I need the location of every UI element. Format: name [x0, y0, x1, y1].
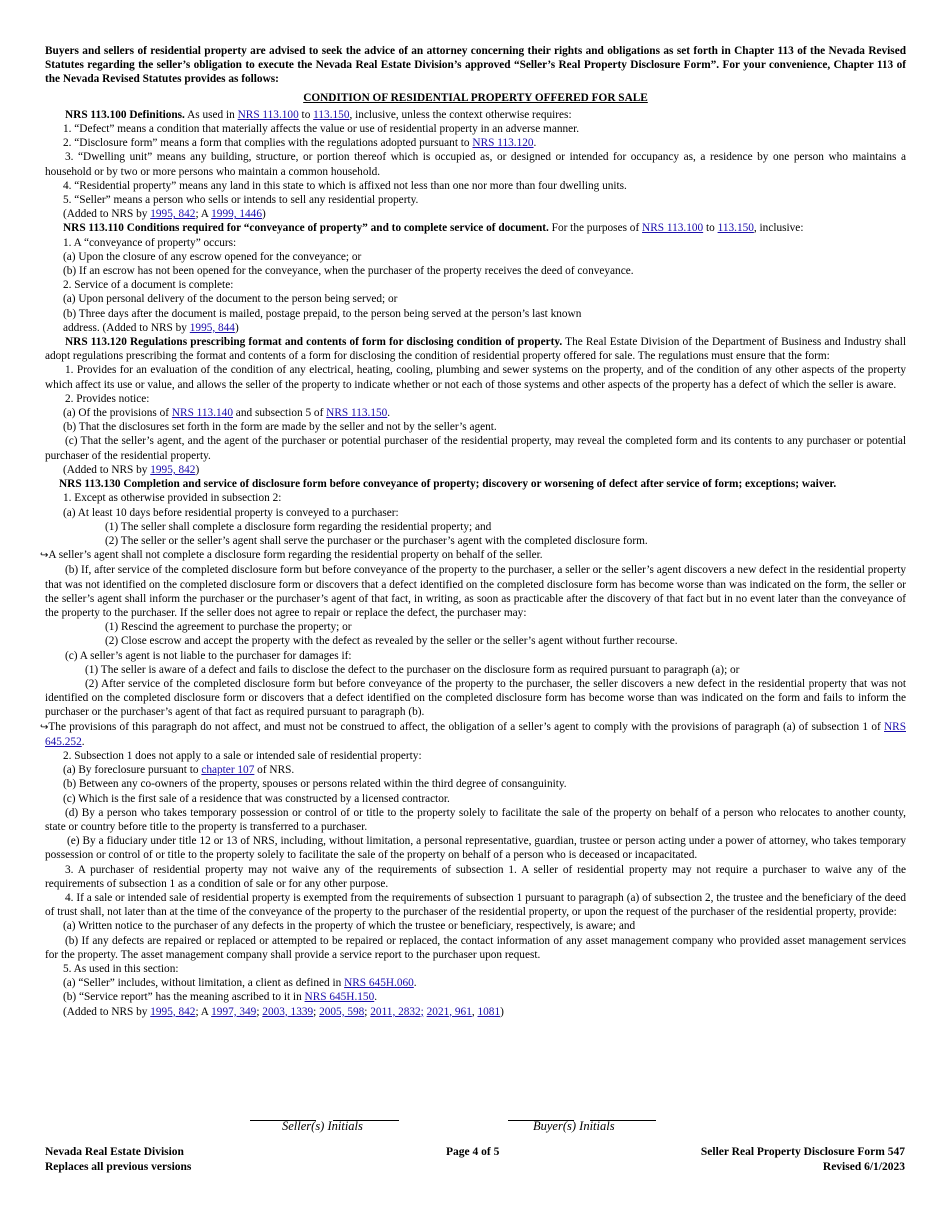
link-nrs-113-140[interactable]: NRS 113.140 [171, 407, 233, 420]
link-1995-842[interactable]: 1995, 842 [150, 463, 196, 476]
item-130-2c: (c) Which is the first sale of a residence that was constructed by a licensed contractor. [63, 792, 450, 805]
history-113-100: (Added to NRS by 1995, 842; A 1999, 1446) [63, 208, 266, 221]
item-120-2c: (c) That the seller’s agent, and the agent of the purchaser or potential purchaser of the residential property, may reveal the completed form and its contents to any purchaser or potential purchaser of the residential property. [45, 435, 906, 462]
item-130-1: 1. Except as otherwise provided in subsection 2: [63, 492, 282, 505]
def-4: 4. “Residential property” means any land in this state to which is affixed not less than one nor more than four dwelling units. [63, 179, 627, 192]
item-130-2d: (d) By a person who takes temporary possession or control of or title to the property solely to facilitate the sale of the property on behalf of a person who relocates to another county, state or country before title to the property is transferred to a purchaser. [45, 806, 906, 833]
hook-arrow-icon: ↪ [40, 550, 49, 562]
item-130-2a: (a) By foreclosure pursuant to chapter 107 of NRS. [63, 764, 295, 777]
link-1081[interactable]: 1081 [477, 1005, 501, 1018]
def-5: 5. “Seller” means a person who sells or intends to sell any residential property. [63, 194, 419, 207]
def-3: 3. “Dwelling unit” means any building, structure, or portion thereof which is occupied as, or designed or intended for occupancy as, a residence by one person who maintains a household or by two or more persons who maintain a common household. [45, 151, 906, 178]
link-2003-1339[interactable]: 2003, 1339 [262, 1005, 314, 1018]
link-nrs-645h-060[interactable]: NRS 645H.060 [344, 977, 414, 990]
link-113-150[interactable]: 113.150 [717, 222, 754, 235]
link-nrs-113-100[interactable]: NRS 113.100 [642, 222, 704, 235]
nrs-113-110: NRS 113.110 Conditions required for “conveyance of property” and to complete service of document. For the purposes of NRS 113.100 to 113.150, inclusive: [63, 222, 804, 235]
item-130-5a: (a) “Seller” includes, without limitation, a client as defined in NRS 645H.060. [63, 977, 417, 990]
page-number: Page 4 of 5 [446, 1146, 500, 1158]
link-113-150[interactable]: 113.150 [313, 108, 350, 121]
item-130-2e: (e) By a fiduciary under title 12 or 13 of NRS, including, without limitation, a personal representative, guardian, trustee or person acting under a power of attorney, who takes temporary possession or control of or title to the property solely to facilitate the sale of the property on behalf of a person who is deceased or incapacitated. [45, 835, 906, 862]
section-heading: CONDITION OF RESIDENTIAL PROPERTY OFFERED FOR SALE [303, 91, 648, 104]
footer-replaces: Replaces all previous versions [45, 1160, 192, 1173]
footer-right [701, 1145, 905, 1174]
hook-arrow-icon: ↪ [40, 721, 49, 733]
item-130-1b1: (1) Rescind the agreement to purchase the property; or [105, 621, 352, 634]
footer-left [45, 1145, 191, 1174]
item-130-1a2: (2) The seller or the seller’s agent shall serve the purchaser or the purchaser’s agent with the completed disclosure form. [105, 534, 648, 547]
note-130-1c: ↪The provisions of this paragraph do not affect, and must not be construed to affect, the obligation of a seller’s agent to comply with the provisions of paragraph (a) of subsection 1 of NRS 645.252. [40, 720, 906, 748]
item-130-1c1: (1) The seller is aware of a defect and fails to disclose the defect to the purchaser on the disclosure form as required pursuant to paragraph (a); or [85, 663, 740, 676]
link-chapter-107[interactable]: chapter 107 [201, 764, 255, 777]
item-110-1: 1. A “conveyance of property” occurs: [63, 236, 237, 249]
item-130-4b: (b) If any defects are repaired or replaced or attempted to be repaired or replaced, the contact information of any asset management company who provided asset management services for the property. The asset management company shall provide a service report to the purchaser upon request. [45, 934, 906, 961]
link-1997-349[interactable]: 1997, 349 [211, 1005, 257, 1018]
link-2021-961[interactable]: 2021, 961 [426, 1005, 472, 1018]
seller-initials-label: Seller(s) Initials [282, 1119, 363, 1133]
def-2: 2. “Disclosure form” means a form that complies with the regulations adopted pursuant to NRS 113.120. [63, 137, 537, 150]
link-nrs-113-120[interactable]: NRS 113.120 [472, 137, 534, 150]
link-2011-2832[interactable]: 2011, 2832; [370, 1005, 424, 1018]
item-110-2b: (b) Three days after the document is mailed, postage prepaid, to the person being served at the person’s last known [63, 307, 582, 320]
link-nrs-113-150[interactable]: NRS 113.150 [326, 407, 388, 420]
nrs-113-120: NRS 113.120 Regulations prescribing format and contents of form for disclosing condition of property. The Real Estate Division of the Department of Business and Industry shall adopt regulations prescribing the format and contents of a form for disclosing the condition of residential property offered for sale. The regulations must ensure that the form: [45, 336, 906, 363]
intro-paragraph: Buyers and sellers of residential property are advised to seek the advice of an attorney concerning their rights and obligations as set forth in Chapter 113 of the Nevada Revised Statutes regarding the seller’s obligation to execute the Nevada Real Estate Division’s approved “Seller’s Real Property Disclosure Form”. For your convenience, Chapter 113 of the Nevada Revised Statutes provides as follows: [45, 45, 906, 86]
history-113-120: (Added to NRS by 1995, 842) [63, 463, 200, 476]
item-120-1: 1. Provides for an evaluation of the condition of any electrical, heating, cooling, plumbing and sewer systems on the property, and of the condition of any other aspects of the property which affect its use or value, and allows the seller of the property to indicate whether or not each of those systems and other aspects of the property has a defect of which the seller is aware. [45, 364, 906, 391]
def-1: 1. “Defect” means a condition that materially affects the value or use of residential property in an adverse manner. [63, 123, 580, 136]
link-1995-842[interactable]: 1995, 842 [150, 1005, 196, 1018]
history-113-110: address. (Added to NRS by 1995, 844) [63, 321, 239, 334]
item-130-5: 5. As used in this section: [63, 963, 179, 975]
item-130-1a: (a) At least 10 days before residential property is conveyed to a purchaser: [63, 506, 399, 519]
history-113-130: (Added to NRS by 1995, 842; A 1997, 349; 2003, 1339; 2005, 598; 2011, 2832; 2021, 961, 1081) [63, 1005, 504, 1018]
link-nrs-645-252[interactable]: NRS 645.252 [45, 720, 906, 748]
footer-agency: Nevada Real Estate Division [45, 1146, 184, 1158]
item-130-1a1: (1) The seller shall complete a disclosure form regarding the residential property; and [105, 520, 492, 533]
link-1995-844[interactable]: 1995, 844 [189, 321, 235, 334]
item-130-4a: (a) Written notice to the purchaser of any defects in the property of which the trustee or beneficiary, respectively, is aware; and [63, 920, 636, 933]
note-130-1a: ↪A seller’s agent shall not complete a disclosure form regarding the residential property on behalf of the seller. [40, 549, 543, 562]
nrs-113-100: NRS 113.100 Definitions. As used in NRS 113.100 to 113.150, inclusive, unless the context otherwise requires: [65, 108, 572, 121]
item-130-1c2: (2) After service of the completed disclosure form but before conveyance of the property to the purchaser, the seller discovers a new defect in the residential property that was not identified on the completed disclosure form or discovers that a defect identified on the completed disclosure form has become worse than was indicated on the form and fails to inform the purchaser or the purchaser’s agent of that fact as required pursuant to paragraph (b). [45, 677, 906, 719]
link-1995-842[interactable]: 1995, 842 [150, 208, 196, 221]
item-120-2b: (b) That the disclosures set forth in the form are made by the seller and not by the seller’s agent. [63, 421, 497, 434]
buyer-initials-label: Buyer(s) Initials [533, 1119, 615, 1133]
item-110-2: 2. Service of a document is complete: [63, 279, 234, 292]
item-130-1b: (b) If, after service of the completed disclosure form but before conveyance of the property to the purchaser, a seller or the seller’s agent discovers a new defect in the residential property that was not identified on the completed disclosure form or discovers that a defect identified on the completed disclosure form has become worse than was indicated on the form, the seller or the seller’s agent shall inform the purchaser or the purchaser’s agent of that fact, in writing, as soon as practicable after the discovery of that fact but in no event later than the conveyance of the property to the purchaser. If the seller does not agree to repair or replace the defect, the purchaser may: [45, 564, 906, 619]
item-120-2a: (a) Of the provisions of NRS 113.140 and subsection 5 of NRS 113.150. [63, 407, 391, 420]
link-2005-598[interactable]: 2005, 598 [319, 1005, 365, 1018]
item-130-3: 3. A purchaser of residential property may not waive any of the requirements of subsection 1. A seller of residential property may not require a purchaser to waive any of the requirements of subsection 1 as a condition of sale or for any other purpose. [45, 863, 906, 890]
item-130-4: 4. If a sale or intended sale of residential property is exempted from the requirements of subsection 1 pursuant to paragraph (a) of subsection 2, the trustee and the beneficiary of the deed of trust shall, not later than at the time of the conveyance of the property to the purchaser of the residential property, or upon the request of the purchaser of the residential property, provide: [45, 891, 906, 919]
item-130-2b: (b) Between any co-owners of the property, spouses or persons related within the third degree of consanguinity. [63, 778, 567, 791]
item-130-1b2: (2) Close escrow and accept the property with the defect as revealed by the seller or the seller’s agent without further recourse. [105, 635, 678, 648]
item-130-2: 2. Subsection 1 does not apply to a sale or intended sale of residential property: [63, 749, 422, 762]
revision-date: Revised 6/1/2023 [822, 1160, 905, 1173]
item-110-1a: (a) Upon the closure of any escrow opened for the conveyance; or [63, 250, 362, 263]
item-120-2: 2. Provides notice: [65, 392, 150, 405]
link-1999-1446[interactable]: 1999, 1446 [211, 208, 262, 221]
form-name: Seller Real Property Disclosure Form 547 [700, 1146, 905, 1158]
item-110-2a: (a) Upon personal delivery of the document to the person being served; or [63, 293, 398, 306]
document-body [40, 44, 906, 1019]
item-110-1b: (b) If an escrow has not been opened for the conveyance, when the purchaser of the property receives the deed of conveyance. [63, 265, 634, 278]
nrs-113-130: NRS 113.130 Completion and service of disclosure form before conveyance of property; discovery or worsening of defect after service of form; exceptions; waiver. [59, 478, 837, 491]
item-130-5b: (b) “Service report” has the meaning ascribed to it in NRS 645H.150. [63, 991, 378, 1004]
item-130-1c: (c) A seller’s agent is not liable to the purchaser for damages if: [65, 649, 352, 662]
link-nrs-645h-150[interactable]: NRS 645H.150 [304, 991, 375, 1004]
link-nrs-113-100[interactable]: NRS 113.100 [237, 108, 299, 121]
